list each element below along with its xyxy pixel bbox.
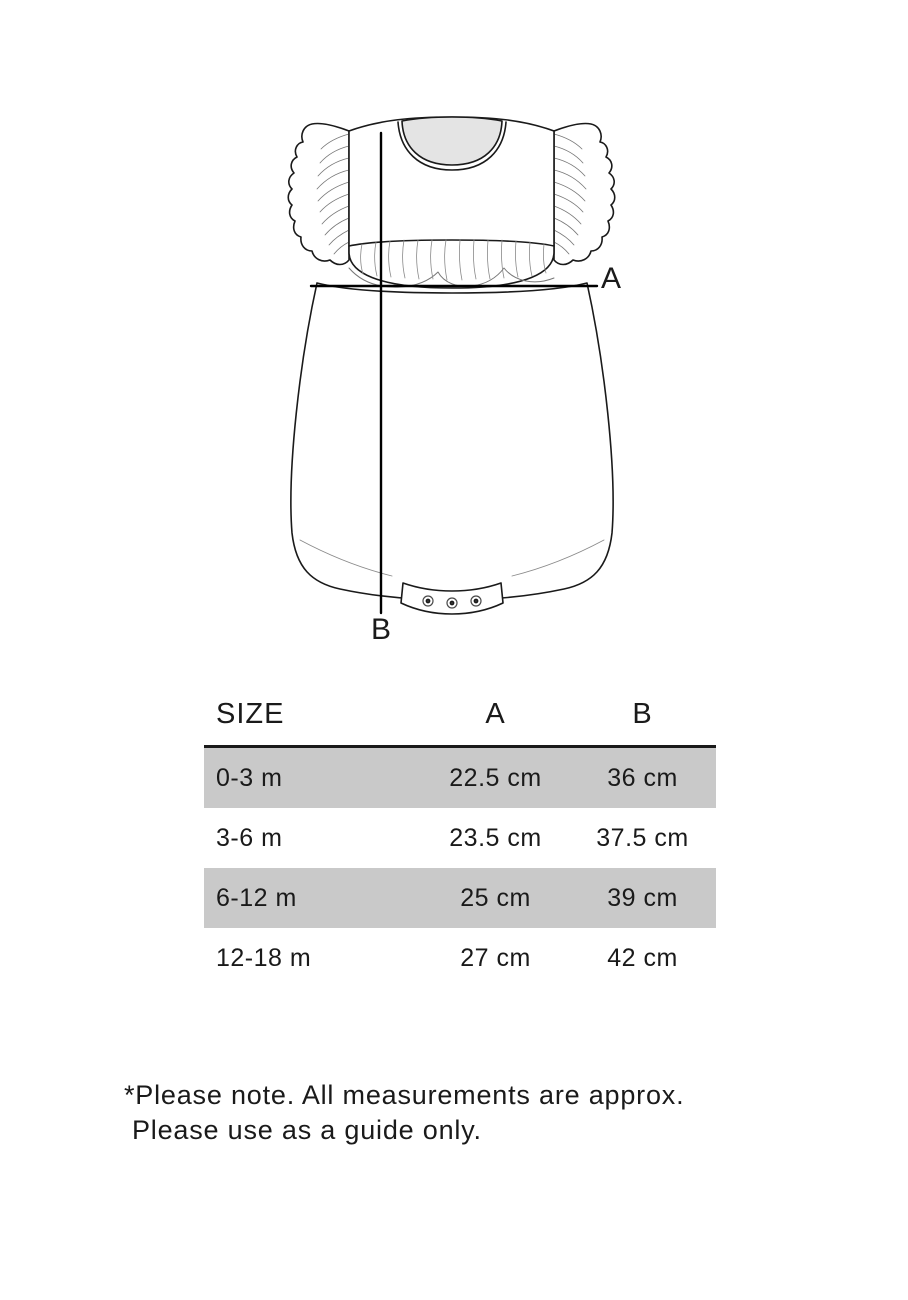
cell-measurement-a: 27 cm xyxy=(460,943,531,972)
measurement-label-b: B xyxy=(371,613,392,646)
cell-size: 3-6 m xyxy=(216,823,283,852)
cell-size: 0-3 m xyxy=(204,747,422,809)
cell-measurement-b: 39 cm xyxy=(569,868,716,928)
cell-measurement-a: 22.5 cm xyxy=(422,747,569,809)
note-line-2: Please use as a guide only. xyxy=(132,1114,482,1145)
column-header-b: B xyxy=(632,698,653,730)
cell-measurement-b: 37.5 cm xyxy=(596,823,689,852)
cell-measurement-b: 36 cm xyxy=(569,747,716,809)
table-row xyxy=(204,928,716,988)
cell-size: 6-12 m xyxy=(204,868,422,928)
cell-measurement-a: 25 cm xyxy=(422,868,569,928)
cell-measurement-a: 23.5 cm xyxy=(449,823,542,852)
table-header-row xyxy=(204,690,716,747)
table-row xyxy=(204,868,716,928)
column-header-a: A xyxy=(485,698,506,730)
cell-size: 12-18 m xyxy=(216,943,312,972)
note-line-1: *Please note. All measurements are approx. xyxy=(124,1080,685,1110)
column-header-size: SIZE xyxy=(216,698,285,730)
table-body xyxy=(204,747,716,989)
table-row xyxy=(204,808,716,868)
measurement-note xyxy=(124,1078,824,1147)
table-row xyxy=(204,747,716,809)
measurement-label-a: A xyxy=(601,262,622,295)
size-chart xyxy=(204,690,704,988)
table-header xyxy=(204,690,716,747)
cell-measurement-b: 42 cm xyxy=(607,943,678,972)
size-table xyxy=(204,690,716,988)
